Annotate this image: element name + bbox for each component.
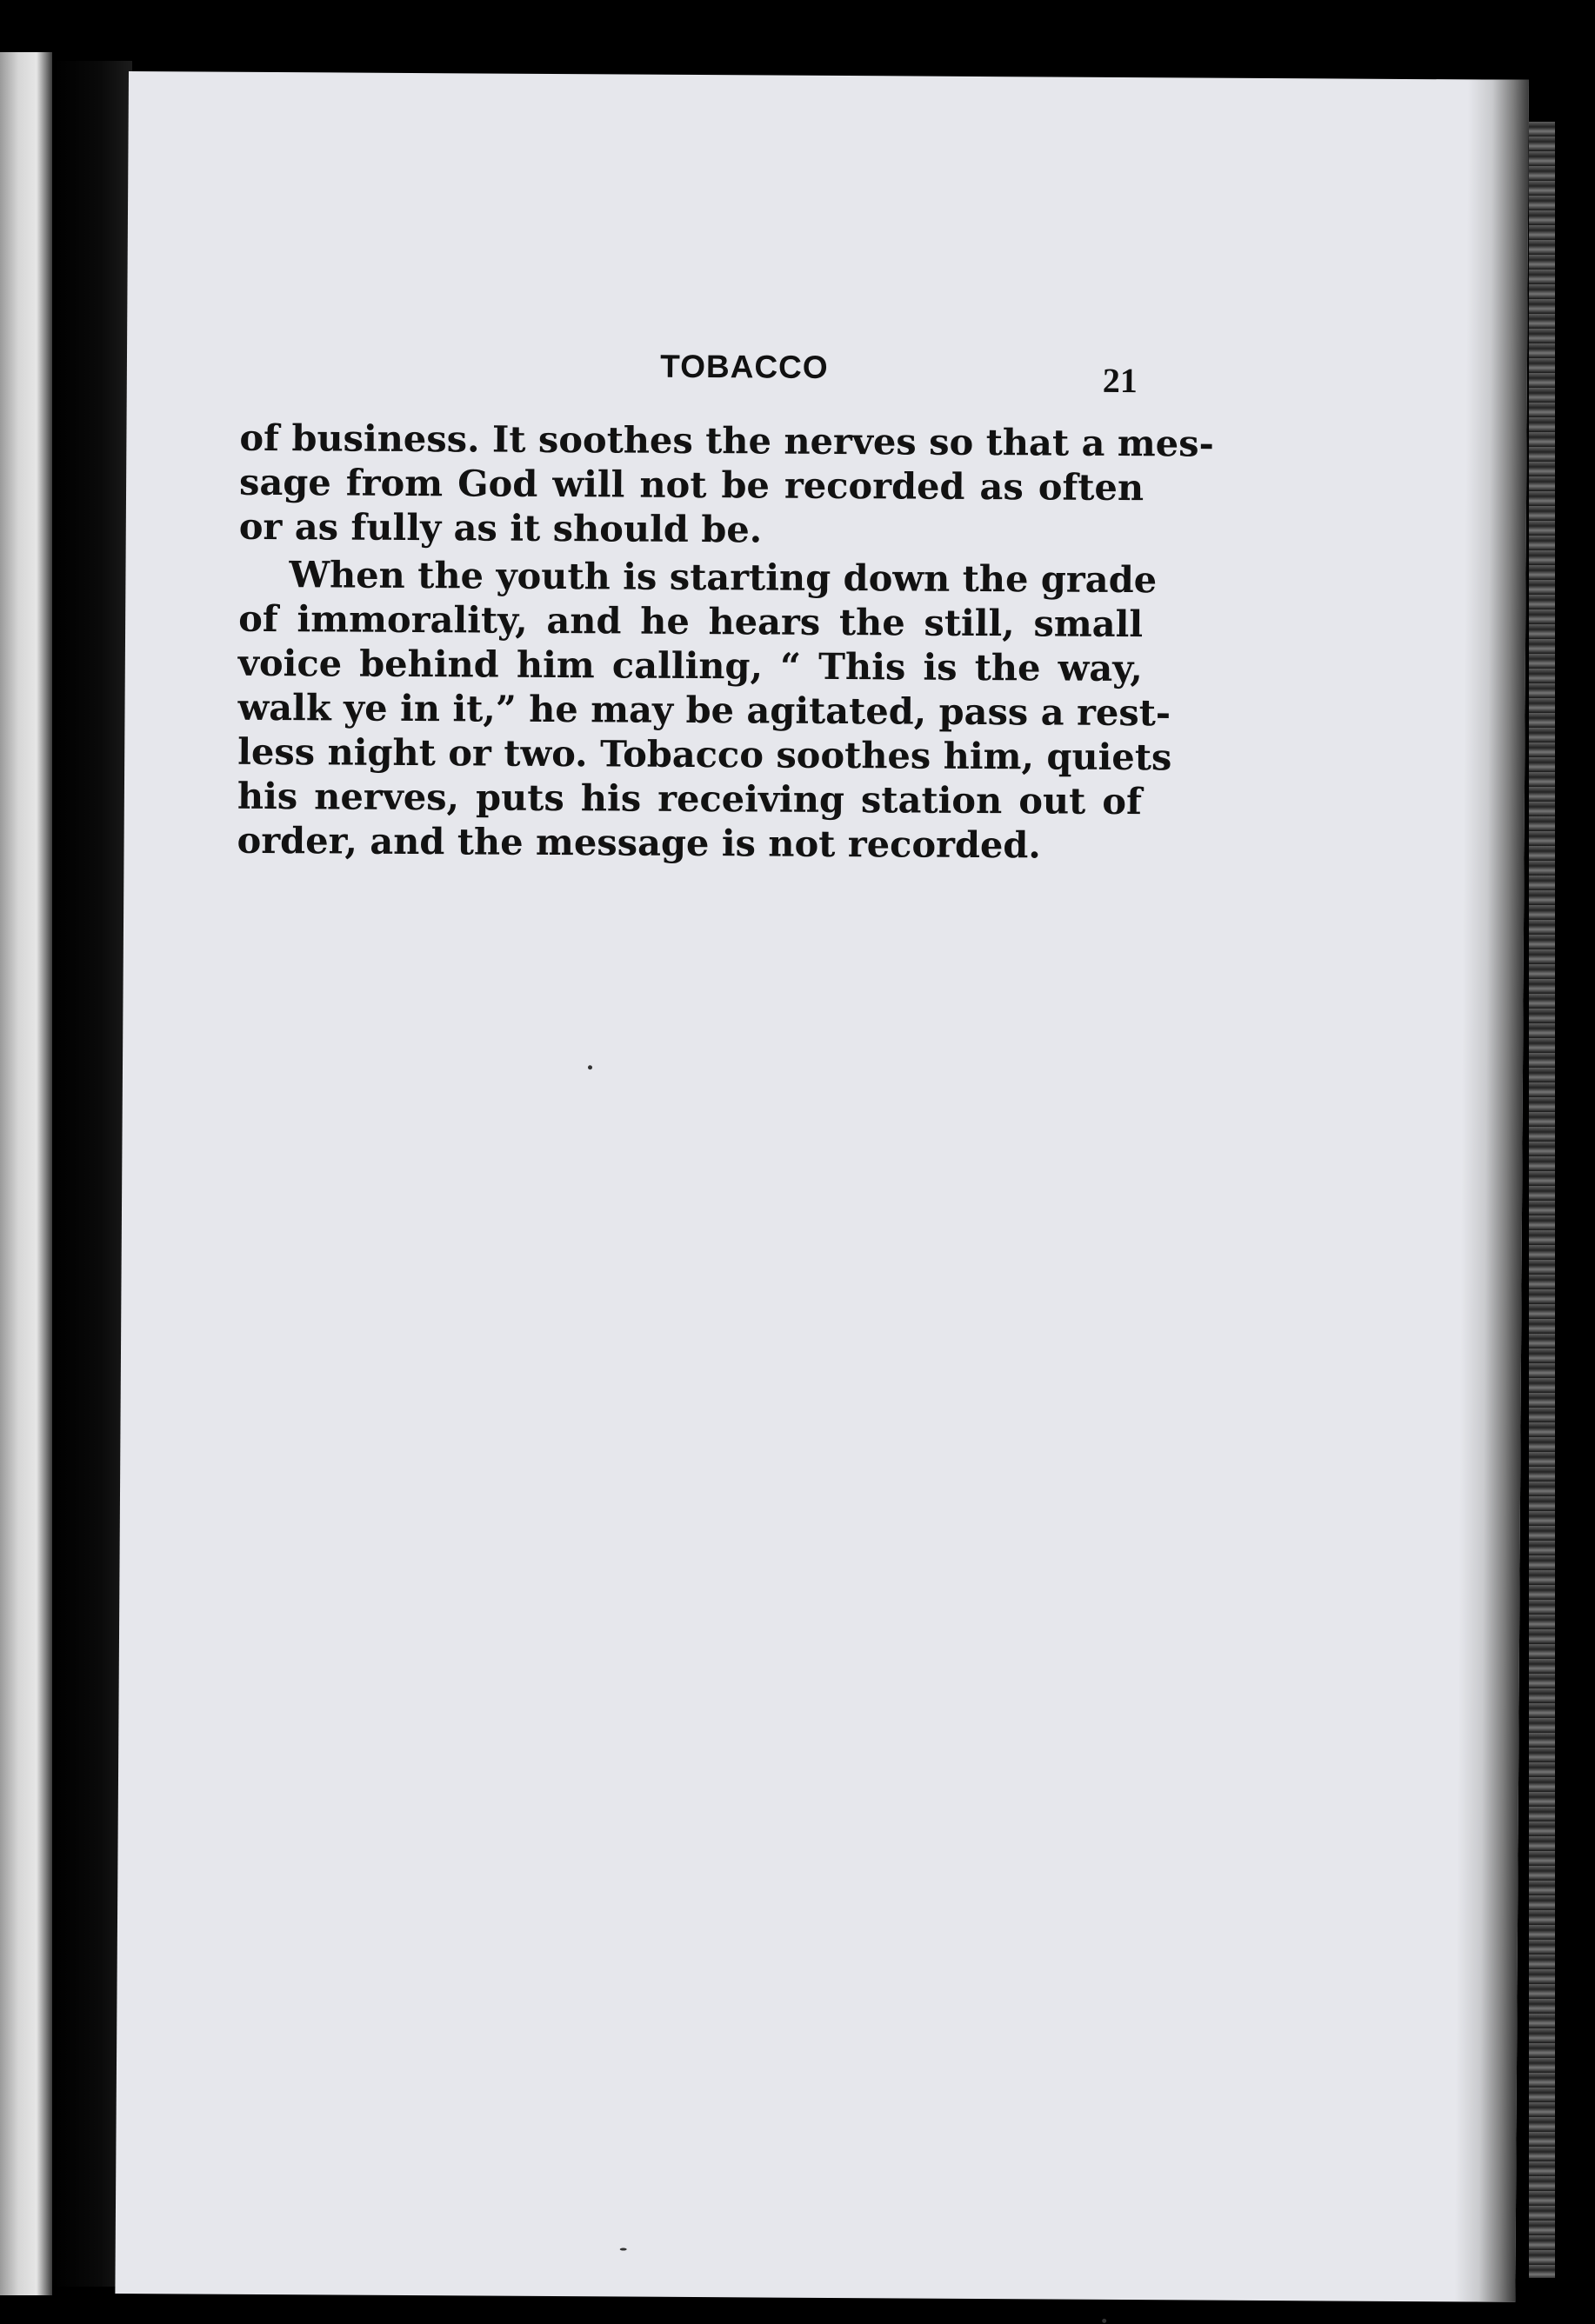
- text-line: order, and the message is not recorded.: [237, 818, 1041, 867]
- book-page: [115, 71, 1529, 2302]
- text-line: of business. It soothes the nerves so that a mes-: [239, 416, 1214, 465]
- text-line: or as fully as it should be.: [238, 504, 763, 551]
- dust-speck: [620, 2247, 627, 2250]
- text-line: sage from God will not be recorded as often: [238, 460, 1145, 509]
- text-line: When the youth is starting down the grade: [289, 553, 1158, 602]
- text-line: walk ye in it,” he may be agitated, pass a rest-: [237, 685, 1171, 735]
- text-line: less night or two. Tobacco soothes him, quiets: [237, 729, 1172, 779]
- paragraph-1: [238, 416, 1214, 554]
- running-head: TOBACCO: [660, 348, 829, 385]
- page-number: 21: [1102, 360, 1138, 401]
- facing-page-edge: [0, 52, 52, 2295]
- page-header: [127, 345, 1527, 406]
- body-text: [237, 416, 1214, 868]
- page-stack-edge: [1529, 122, 1555, 2278]
- paragraph-2: [237, 552, 1172, 868]
- text-line: voice behind him calling, “ This is the way,: [237, 641, 1143, 690]
- text-line: his nerves, puts his receiving station out of: [237, 774, 1143, 823]
- dust-speck: [588, 1065, 592, 1069]
- dust-speck: [1102, 2319, 1106, 2323]
- text-line: of immorality, and he hears the still, small: [238, 596, 1144, 646]
